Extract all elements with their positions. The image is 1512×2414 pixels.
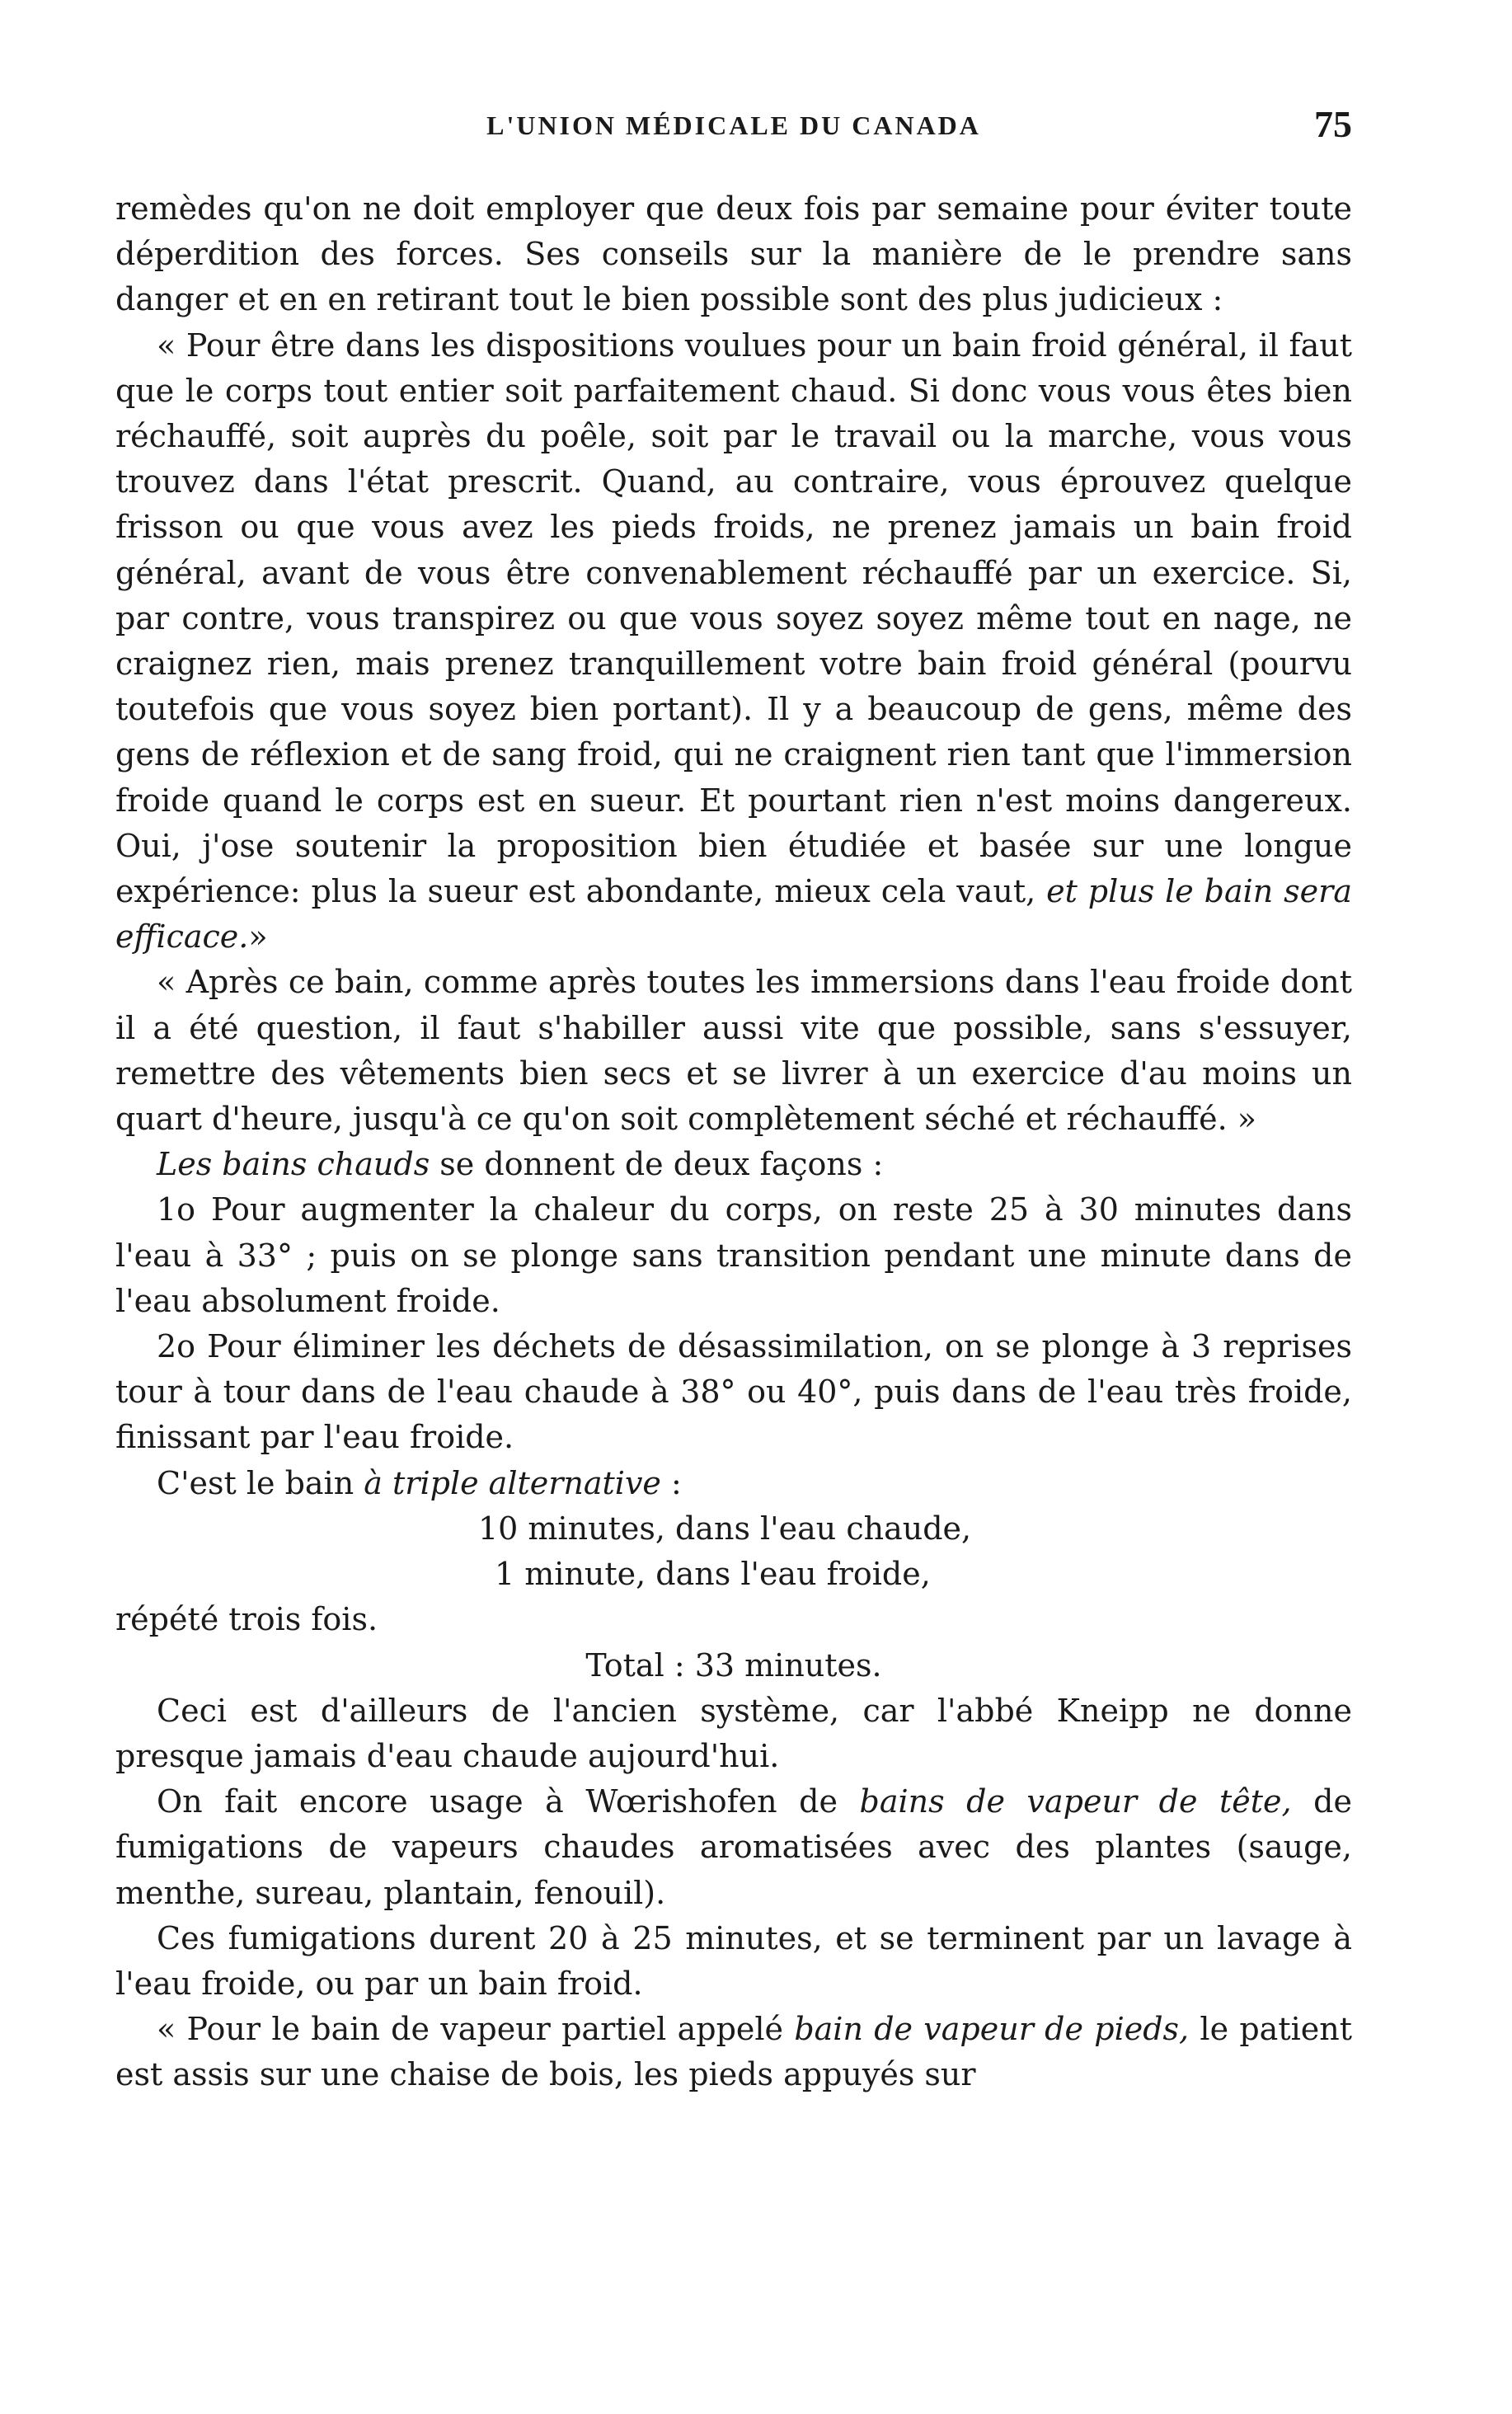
paragraph-7 xyxy=(115,1461,1352,1506)
paragraph-4-italic: Les bains chauds xyxy=(157,1146,430,1183)
paragraph-10: Ces fumigations durent 20 à 25 minutes, et se terminent par un lavage à l'eau froide, ou par un bain froid. xyxy=(115,1919,1352,2002)
paragraph-9-pre: On fait encore usage à Wœrishofen de xyxy=(157,1783,838,1820)
running-title: L'UNION MÉDICALE DU CANADA xyxy=(486,110,981,140)
paragraph-11-italic: bain de vapeur de pieds, xyxy=(794,2011,1190,2048)
schedule-repeat: répété trois fois. xyxy=(115,1601,378,1638)
paragraph-6: 2o Pour éliminer les déchets de désassimilation, on se plonge à 3 reprises tour à tour dans de l'eau chaude à 38° ou 40°, puis dans de l'eau très froide, finissant par l'eau froide. xyxy=(115,1328,1352,1456)
paragraph-2-main: « Pour être dans les dispositions voulues pour un bain froid général, il faut que le corps tout entier soit parfaitement chaud. Si donc vous vous êtes bien réchauffé, soit auprès du poêle, soit par le travail ou la marche, vous vous trouvez dans l'état prescrit. Quand, au contraire, vous éprouvez quelque frisson ou que vous avez les pieds froids, ne prenez jamais un bain froid général, avant de vous être convenablement réchauffé par un exercice. Si, par contre, vous transpirez ou que vous soyez soyez même tout en nage, ne craignez rien, mais prenez tranquillement votre bain froid général (pourvu toutefois que vous soyez bien portant). Il y a beaucoup de gens, même des gens de réflexion et de sang froid, qui ne craignent rien tant que l'immersion froide quand le corps est en sueur. Et pourtant rien n'est moins dangereux. Oui, j'ose soutenir la proposition bien étudiée et basée sur une longue expérience: plus la sueur est abondante, mieux cela vaut, xyxy=(115,326,1352,910)
book-page xyxy=(115,99,1352,2374)
paragraph-11-post: le patient est assis sur une chaise de bois, les pieds appuyés sur xyxy=(115,2011,1352,2093)
paragraph-2 xyxy=(115,323,1352,960)
paragraph-11 xyxy=(115,2007,1352,2097)
running-head xyxy=(115,99,1352,165)
paragraph-9-italic: bains de vapeur de tête, xyxy=(859,1783,1292,1820)
paragraph-5: 1o Pour augmenter la chaleur du corps, on reste 25 à 30 minutes dans l'eau à 33° ; puis on se plonge sans transition pendant une minute dans de l'eau absolument froide. xyxy=(115,1191,1352,1319)
paragraph-4-rest: se donnent de deux façons : xyxy=(439,1146,884,1183)
page-number: 75 xyxy=(1314,103,1352,145)
paragraph-7-italic: à triple alternative xyxy=(364,1464,661,1501)
paragraph-3: « Après ce bain, comme après toutes les immersions dans l'eau froide dont il a été question, il faut s'habiller aussi vite que possible, sans s'essuyer, remettre des vêtements bien secs et se livrer à un exercice d'au moins un quart d'heure, jusqu'à ce qu'on soit complètement séché et réchauffé. » xyxy=(115,964,1352,1138)
paragraph-11-pre: « Pour le bain de vapeur partiel appelé xyxy=(157,2011,784,2048)
paragraph-9-post: de fumigations de vapeurs chaudes aromatisées avec des plantes (sauge, menthe, sureau, plantain, fenouil). xyxy=(115,1783,1352,1911)
schedule-line-1: 10 minutes, dans l'eau chaude, xyxy=(478,1510,972,1547)
paragraph-4 xyxy=(115,1142,1352,1187)
schedule-line-2: 1 minute, dans l'eau froide, xyxy=(495,1556,931,1593)
paragraph-9 xyxy=(115,1779,1352,1916)
paragraph-7-post: : xyxy=(671,1464,682,1501)
paragraph-8: Ceci est d'ailleurs de l'ancien système, car l'abbé Kneipp ne donne presque jamais d'eau chaude aujourd'hui. xyxy=(115,1692,1352,1774)
paragraph-7-pre: C'est le bain xyxy=(157,1464,355,1501)
schedule-total: Total : 33 minutes. xyxy=(585,1646,882,1684)
paragraph-2-italic: et plus le bain sera efficace. xyxy=(115,873,1352,956)
body-text xyxy=(115,186,1352,2098)
paragraph-1: remèdes qu'on ne doit employer que deux fois par semaine pour éviter toute déperdition des forces. Ses conseils sur la manière de le prendre sans danger et en en retirant tout le bien possible sont des plus judicieux : xyxy=(115,190,1352,318)
paragraph-2-end: » xyxy=(248,918,268,956)
